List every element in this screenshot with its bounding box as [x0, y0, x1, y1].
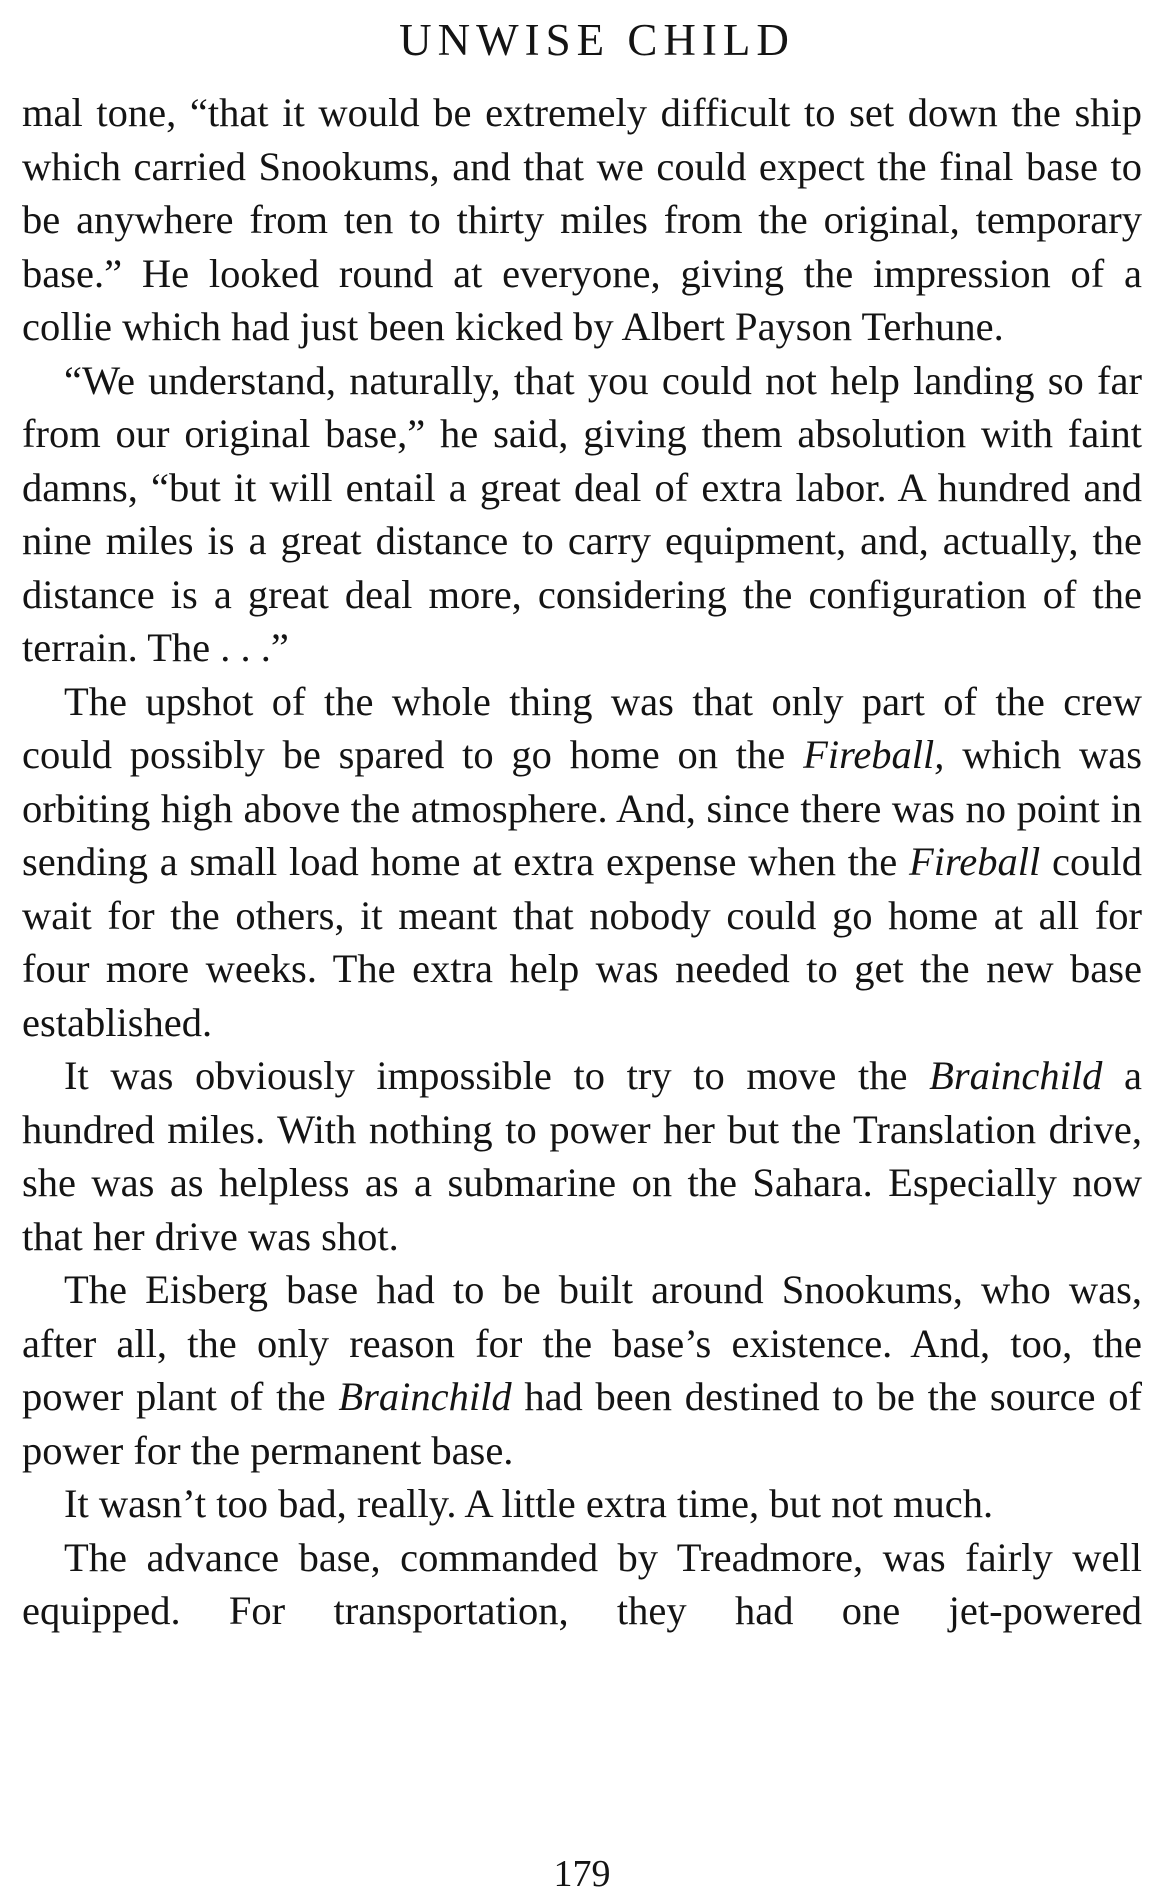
text-segment: which was orbiting high above the atmosphere. And, since there was no point in sending a small load home at extra expense when the: [22, 732, 1142, 884]
ship-name-italic: Brainchild: [338, 1374, 512, 1419]
paragraph: [22, 354, 1142, 675]
paragraph: [22, 1049, 1142, 1263]
text-segment: It wasn’t too bad, really. A little extra time, but not much.: [64, 1481, 994, 1526]
running-head: UNWISE CHILD: [399, 15, 795, 65]
text-segment: The Eisberg base had to be built around Snookums, who was, after all, the only reason for the base’s existence. And, too, the power plant of the: [22, 1267, 1142, 1419]
paragraph: [22, 675, 1142, 1050]
text-segment: The upshot of the whole thing was that only part of the crew could possibly be spared to go home on the: [22, 678, 1142, 777]
ship-name-italic: Fireball: [909, 839, 1041, 884]
paragraph: [22, 1531, 1142, 1638]
body-text: [22, 86, 1142, 1638]
text-segment: mal tone, “that it would be extremely difficult to set down the ship which carried Snookums, and that we could expect the final base to be anywhere from ten to thirty miles from the original, temporary base.” He looked round at everyone, giving the impression of a collie which had just been kicked by Albert Payson Terhune.: [22, 90, 1142, 349]
paragraph: [22, 86, 1142, 354]
text-segment: “We understand, naturally, that you could not help landing so far from our original base,” he said, giving them absolution with faint damns, “but it will entail a great deal of extra labor. A hundred and nine miles is a great distance to carry equipment, and, actually, the distance is a great deal more, considering the configuration of the terrain. The . . .”: [22, 357, 1142, 670]
text-segment: The advance base, commanded by Treadmore, was fairly well equipped. For transportation, they had one jet-powered: [22, 1534, 1142, 1633]
text-segment: had been destined to be the source of power for the permanent base.: [22, 1374, 1142, 1473]
paragraph: [22, 1477, 1142, 1531]
text-segment: a hundred miles. With nothing to power her but the Translation drive, she was as helpless as a submarine on the Sahara. Especially now that her drive was shot.: [22, 1053, 1142, 1259]
page-number: 179: [553, 1853, 611, 1895]
ship-name-italic: Fireball,: [803, 732, 945, 777]
text-segment: could wait for the others, it meant that nobody could go home at all for four more weeks. The extra help was needed to get the new base established.: [22, 839, 1142, 1045]
paragraph: [22, 1263, 1142, 1477]
ship-name-italic: Brainchild: [929, 1053, 1103, 1098]
text-segment: It was obviously impossible to try to move the: [64, 1053, 930, 1098]
